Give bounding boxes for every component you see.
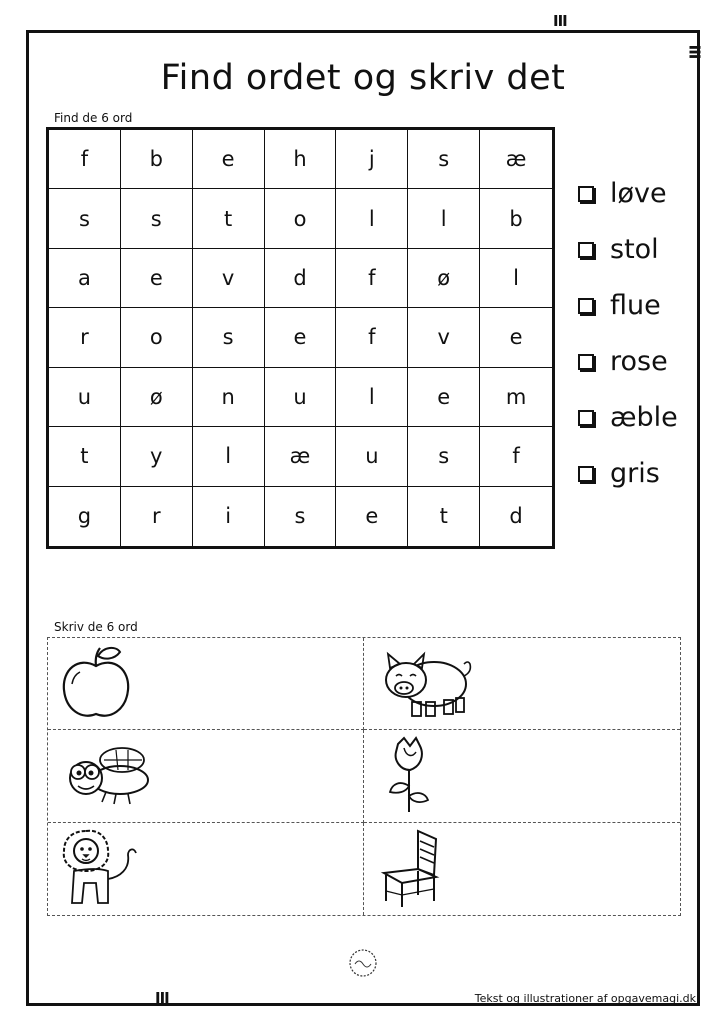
checkbox[interactable] xyxy=(578,466,594,482)
word-label: rose xyxy=(610,346,668,377)
grid-cell: d xyxy=(509,504,523,529)
grid-cell: u xyxy=(49,368,121,427)
grid-cell: j xyxy=(336,130,408,189)
grid-cell: e xyxy=(121,249,193,308)
grid-cell: s xyxy=(408,427,480,486)
page-title: Find ordet og skriv det xyxy=(160,58,566,98)
grid-cell: f xyxy=(49,130,121,189)
word-item xyxy=(578,178,667,209)
word-item xyxy=(578,346,668,377)
grid-cell: e xyxy=(336,487,408,546)
grid-cell: v xyxy=(193,249,265,308)
grid-cell: s xyxy=(193,308,265,367)
grid-cell: s xyxy=(49,189,121,248)
fly-icon xyxy=(56,736,156,816)
grid-cell: e xyxy=(193,130,265,189)
checkbox[interactable] xyxy=(578,186,594,202)
write-box-chair[interactable] xyxy=(364,823,680,915)
word-label: løve xyxy=(610,178,667,209)
tick-marks-bottom: III xyxy=(155,989,169,1007)
publisher-logo xyxy=(348,948,378,978)
checkbox[interactable] xyxy=(578,242,594,258)
word-label: stol xyxy=(610,234,659,265)
grid-cell: h xyxy=(265,130,337,189)
grid-cell: r xyxy=(49,308,121,367)
grid-cell: e xyxy=(480,308,552,367)
grid-cell: g xyxy=(49,487,121,546)
grid-cell: t xyxy=(49,427,121,486)
grid-cell: n xyxy=(193,368,265,427)
grid-cell: o xyxy=(265,189,337,248)
grid-cell: l xyxy=(480,249,552,308)
tick-marks-top: III xyxy=(553,12,567,30)
grid-cell: s xyxy=(121,189,193,248)
word-item xyxy=(578,458,660,489)
grid-cell: r xyxy=(121,487,193,546)
grid-cell: f xyxy=(480,427,552,486)
grid-cell: l xyxy=(408,189,480,248)
word-label: flue xyxy=(610,290,661,321)
grid-cell: o xyxy=(121,308,193,367)
grid-cell: m xyxy=(480,368,552,427)
word-item xyxy=(578,290,661,321)
grid-cell: f xyxy=(336,308,408,367)
grid-cell: b xyxy=(480,189,552,248)
write-words-label: Skriv de 6 ord xyxy=(54,620,138,634)
checkbox[interactable] xyxy=(578,410,594,426)
write-box-rose[interactable] xyxy=(364,730,680,822)
write-box-apple[interactable] xyxy=(48,638,364,730)
credit-text: Tekst og illustrationer af opgavemagi.dk xyxy=(474,992,696,1005)
apple-icon xyxy=(56,644,136,724)
word-label: æble xyxy=(610,402,678,433)
grid-cell: u xyxy=(336,427,408,486)
grid-cell: ø xyxy=(408,249,480,308)
grid-cell: l xyxy=(336,368,408,427)
word-label: gris xyxy=(610,458,660,489)
grid-cell: t xyxy=(408,487,480,546)
write-box-fly[interactable] xyxy=(48,730,364,822)
rose-icon xyxy=(378,736,438,816)
word-item xyxy=(578,234,659,265)
pig-icon xyxy=(378,644,478,724)
grid-cell: f xyxy=(336,249,408,308)
tick-marks-right: III xyxy=(685,44,704,59)
grid-cell: e xyxy=(408,368,480,427)
lion-icon xyxy=(56,829,156,909)
word-item xyxy=(578,402,678,433)
grid-cell: t xyxy=(193,189,265,248)
grid-cell: u xyxy=(265,368,337,427)
grid-cell: b xyxy=(121,130,193,189)
checkbox[interactable] xyxy=(578,298,594,314)
grid-cell: a xyxy=(49,249,121,308)
grid-cell: v xyxy=(408,308,480,367)
chair-icon xyxy=(378,829,448,909)
grid-cell: æ xyxy=(480,130,552,189)
grid-cell: y xyxy=(121,427,193,486)
grid-cell: i xyxy=(193,487,265,546)
grid-cell: æ xyxy=(265,427,337,486)
word-search-grid xyxy=(46,127,555,549)
grid-cell: ø xyxy=(121,368,193,427)
grid-cell: l xyxy=(193,427,265,486)
grid-cell: s xyxy=(265,487,337,546)
write-box-lion[interactable] xyxy=(48,823,364,915)
grid-cell: e xyxy=(265,308,337,367)
checkbox[interactable] xyxy=(578,354,594,370)
write-box-pig[interactable] xyxy=(364,638,680,730)
grid-cell: l xyxy=(336,189,408,248)
write-area xyxy=(47,637,681,916)
grid-cell: s xyxy=(408,130,480,189)
find-words-label: Find de 6 ord xyxy=(54,111,133,125)
grid-cell: d xyxy=(265,249,337,308)
